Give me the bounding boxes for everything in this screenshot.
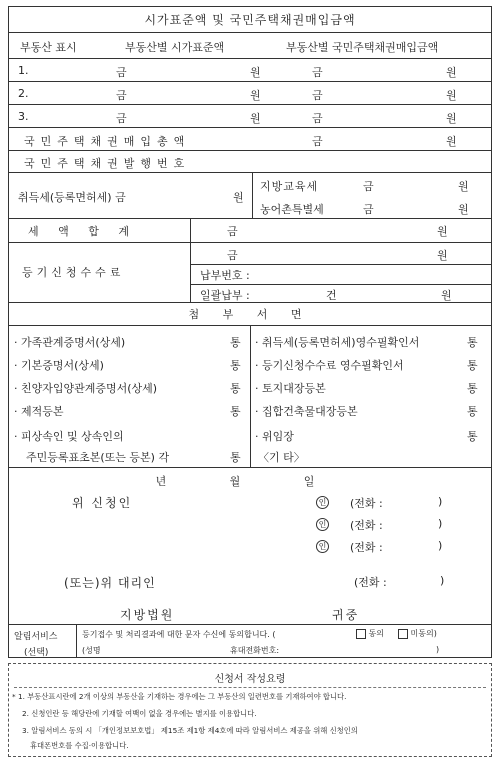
form-title: 시가표준액 및 국민주택채권매입금액	[144, 13, 356, 27]
reg-fee-geum: 금	[227, 249, 238, 262]
acq-tax-won: 원	[233, 191, 244, 204]
row-number: 2.	[18, 87, 29, 100]
bond-total-geum: 금	[312, 135, 323, 148]
header-property: 부동산 표시	[20, 41, 77, 54]
seal-mark: 인	[316, 495, 329, 509]
agent-label: (또는)위 대리인	[64, 576, 156, 590]
attachment-count-unit: 통	[230, 451, 241, 464]
attachment-item: · 제적등본	[14, 405, 64, 418]
row-bond-won: 원	[446, 89, 457, 102]
court-suffix: 귀중	[332, 608, 360, 622]
bond-issue-label: 국민주택채권발행번호	[24, 157, 191, 170]
edu-tax-label: 지방교육세	[260, 180, 319, 193]
attachments-title: 첨 부 서 면	[188, 308, 312, 321]
tax-sum-won: 원	[437, 225, 448, 238]
date-label: 년 월 일	[155, 475, 345, 488]
attachment-item: · 토지대장등본	[255, 382, 326, 395]
tax-sum-geum: 금	[227, 225, 238, 238]
attachment-count-unit: 통	[230, 336, 241, 349]
seal-mark: 인	[316, 517, 329, 531]
row-std-won: 원	[250, 89, 261, 102]
phone-label: (전화 :	[350, 497, 383, 510]
reg-fee-label: 등기신청수수료	[22, 266, 125, 279]
bond-total-won: 원	[446, 135, 457, 148]
guide-item: 휴대폰번호를 수집·이용합니다.	[30, 741, 129, 750]
attachment-count-unit: 통	[467, 359, 478, 372]
sms-consent-text: 등기접수 및 처리결과에 대한 문자 수신에 동의합니다. (	[82, 630, 276, 639]
attachment-item: · 집합건축물대장등본	[255, 405, 358, 418]
rural-tax-label: 농어촌특별세	[260, 203, 324, 216]
sms-label: 알림서비스	[14, 632, 58, 642]
sms-agree-checkbox[interactable]: 동의	[356, 628, 384, 639]
row-std-won: 원	[250, 112, 261, 125]
attachment-item: 〈기 타〉	[258, 451, 305, 464]
row-bond-geum: 금	[312, 112, 323, 125]
row-bond-geum: 금	[312, 89, 323, 102]
guide-item: * 1. 부동산표시란에 2개 이상의 부동산을 기재하는 경우에는 그 부동산의 일련번호를 기재하여야 합니다.	[12, 692, 347, 701]
phone-close: )	[438, 517, 443, 530]
tax-sum-label: 세 액 합 계	[28, 225, 137, 238]
sms-close: )	[436, 645, 440, 654]
attachment-item: 주민등록표초본(또는 등본) 각	[26, 451, 170, 464]
row-std-won: 원	[250, 66, 261, 79]
phone-close: )	[438, 495, 443, 508]
attachment-count-unit: 통	[230, 382, 241, 395]
checkbox-icon	[356, 629, 366, 639]
row-std-geum: 금	[116, 66, 127, 79]
court-label: 지방법원	[120, 608, 175, 622]
rural-tax-won: 원	[458, 203, 469, 216]
attachment-count-unit: 통	[467, 405, 478, 418]
edu-tax-geum: 금	[363, 180, 374, 193]
row-bond-won: 원	[446, 112, 457, 125]
attachment-item: · 친양자입양관계증명서(상세)	[14, 382, 158, 395]
attachment-item: · 피상속인 및 상속인의	[14, 430, 124, 443]
attachment-count-unit: 통	[467, 430, 478, 443]
sms-optional: (선택)	[24, 648, 49, 658]
checkbox-icon	[398, 629, 408, 639]
attachment-count-unit: 통	[467, 336, 478, 349]
row-bond-geum: 금	[312, 66, 323, 79]
attachment-item: · 위임장	[255, 430, 294, 443]
sms-disagree-checkbox[interactable]: 미동의)	[398, 628, 437, 639]
row-std-geum: 금	[116, 112, 127, 125]
header-bond-amount: 부동산별 국민주택채권매입금액	[286, 41, 439, 54]
attachment-count-unit: 통	[230, 405, 241, 418]
lump-sum-won: 원	[441, 289, 452, 302]
attachment-item: · 취득세(등록면허세)영수필확인서	[255, 336, 420, 349]
agent-phone-label: (전화 :	[354, 576, 387, 589]
sms-name-field[interactable]: (성명	[82, 646, 101, 655]
agent-phone-close: )	[440, 574, 445, 587]
attachment-item: · 가족관계증명서(상세)	[14, 336, 126, 349]
edu-tax-won: 원	[458, 180, 469, 193]
lump-sum-label: 일괄납부 :	[200, 289, 250, 302]
row-std-geum: 금	[116, 89, 127, 102]
guide-item: 3. 알림서비스 동의 시 「개인정보보호법」 제15조 제1항 제4호에 따라 알림서비스 제공을 위해 신청인의	[22, 726, 358, 735]
row-number: 1.	[18, 64, 29, 77]
lump-sum-count-unit: 건	[326, 289, 337, 302]
phone-close: )	[438, 539, 443, 552]
attachment-item: · 기본증명서(상세)	[14, 359, 104, 372]
guide-title: 신청서 작성요령	[214, 674, 286, 685]
reg-fee-won: 원	[437, 249, 448, 262]
attachment-count-unit: 통	[230, 359, 241, 372]
phone-label: (전화 :	[350, 541, 383, 554]
attachment-item: · 등기신청수수료 영수필확인서	[255, 359, 404, 372]
sms-mobile-field[interactable]: 휴대전화번호:	[230, 646, 280, 655]
row-bond-won: 원	[446, 66, 457, 79]
applicant-label: 위 신청인	[72, 496, 133, 510]
rural-tax-geum: 금	[363, 203, 374, 216]
phone-label: (전화 :	[350, 519, 383, 532]
attachment-count-unit: 통	[467, 382, 478, 395]
header-std-value: 부동산별 시가표준액	[125, 41, 225, 54]
guide-item: 2. 신청인란 등 해당란에 기재할 여백이 없을 경우에는 별지를 이용합니다.	[22, 709, 257, 718]
acq-tax-label: 취득세(등록면허세) 금	[18, 191, 126, 204]
seal-mark: 인	[316, 539, 329, 553]
row-number: 3.	[18, 110, 29, 123]
payment-no-label: 납부번호 :	[200, 269, 250, 282]
bond-total-label: 국민주택채권매입총액	[24, 135, 191, 148]
